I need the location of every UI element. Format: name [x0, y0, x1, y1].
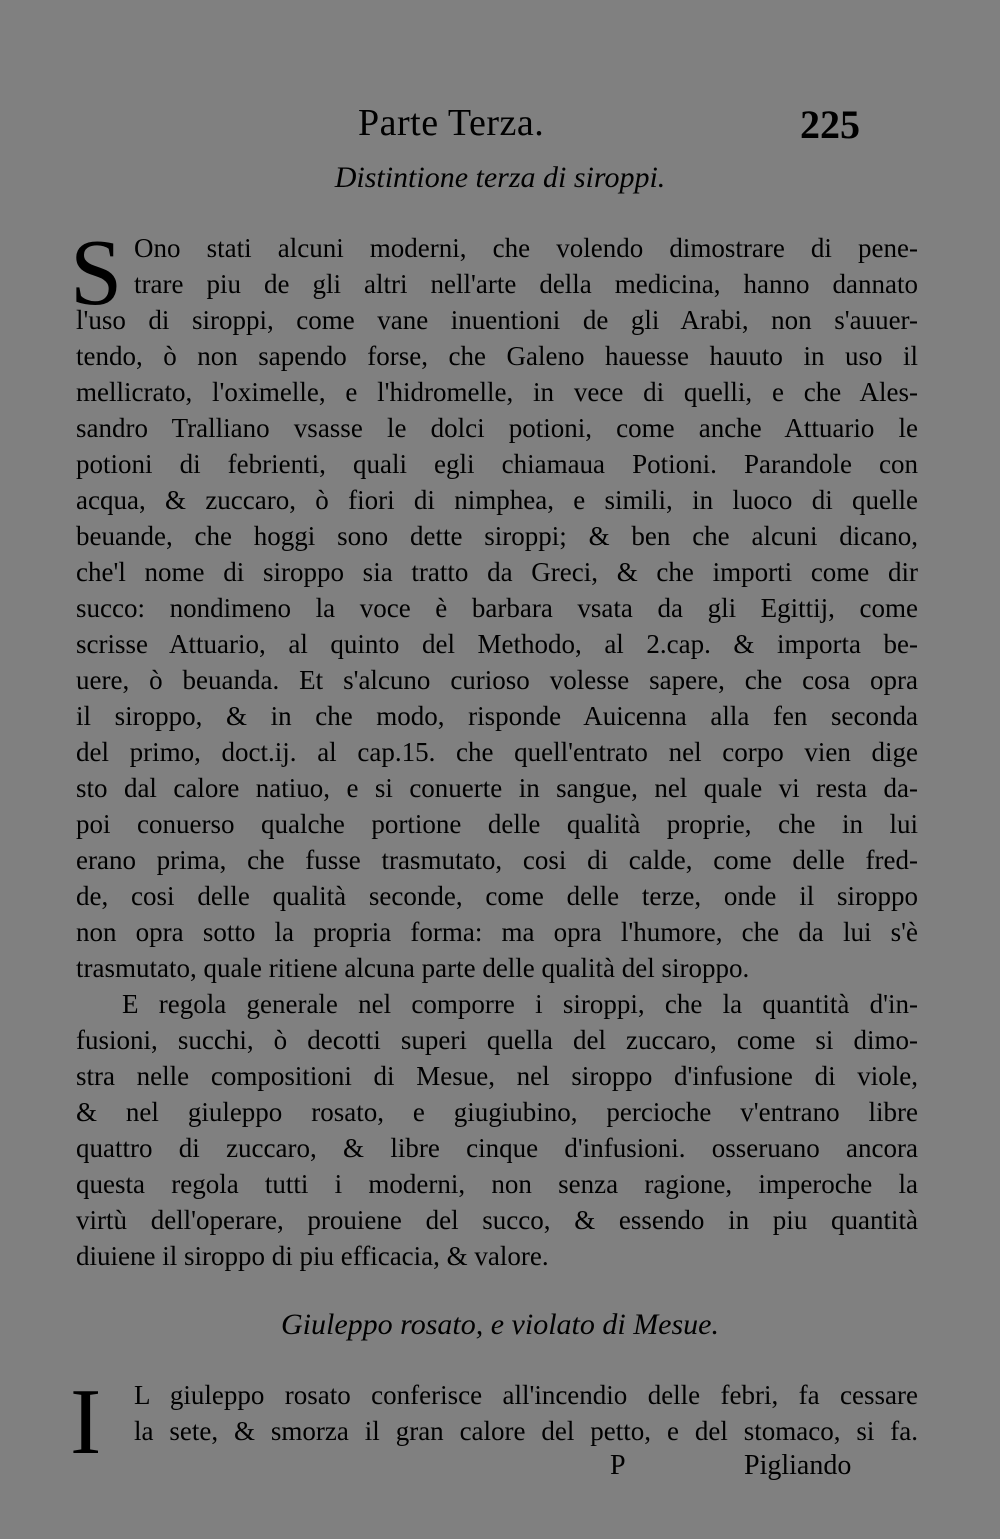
text-line: l'uso di siroppi, come vane inuentioni de gli Arabi, non s'auuer- [76, 305, 918, 335]
text-line: E regola generale nel comporre i siroppi, che la quantità d'in- [122, 989, 918, 1019]
text-line: erano prima, che fusse trasmutato, cosi di calde, come delle fred- [76, 845, 918, 875]
entry-heading [0, 1305, 1000, 1345]
text-line: beuande, che hoggi sono dette siroppi; & ben che alcuni dicano, [76, 521, 918, 551]
text-line: tendo, ò non sapendo forse, che Galeno hauesse hauuto in uso il [76, 341, 918, 371]
text-line: del primo, doct.ij. al cap.15. che quell'entrato nel corpo vien dige [76, 737, 918, 767]
text-line: L giuleppo rosato conferisce all'incendio delle febri, fa cessare [134, 1380, 918, 1410]
text-line: fusioni, succhi, ò decotti superi quella del zuccaro, come si dimo- [76, 1025, 918, 1055]
catchword: Pigliando [744, 1450, 852, 1481]
text-line: Ono stati alcuni moderni, che volendo dimostrare di pene- [134, 233, 918, 263]
page-number: 225 [800, 102, 860, 147]
text-line: uere, ò beuanda. Et s'alcuno curioso volesse sapere, che cosa opra [76, 665, 918, 695]
text-line: questa regola tutti i moderni, non senza ragione, imperoche la [76, 1169, 918, 1199]
section-heading-text: Distintione terza di siroppi. [334, 161, 666, 194]
text-line: sto dal calore natiuo, e si conuerte in sangue, nel quale vi resta da- [76, 773, 918, 803]
text-line: mellicrato, l'oximelle, e l'hidromelle, in vece di quelli, e che Ales- [76, 377, 918, 407]
entry-heading-text: Giuleppo rosato, e violato di Mesue. [281, 1308, 719, 1341]
text-line: non opra sotto la propria forma: ma opra l'humore, che da lui s'è [76, 917, 918, 947]
running-title: Parte Terza. [358, 102, 545, 144]
text-line: poi conuerso qualche portione delle qualità proprie, che in lui [76, 809, 918, 839]
text-line: trare piu de gli altri nell'arte della medicina, hanno dannato [134, 269, 918, 299]
text-line: la sete, & smorza il gran calore del petto, e del stomaco, si fa. [134, 1416, 918, 1446]
text-line: scrisse Attuario, al quinto del Methodo, al 2.cap. & importa be- [76, 629, 918, 659]
section-heading [0, 158, 1000, 198]
text-line: sandro Tralliano vsasse le dolci potioni, come anche Attuario le [76, 413, 918, 443]
text-line: stra nelle compositioni di Mesue, nel siroppo d'infusione di viole, [76, 1061, 918, 1091]
paragraph-3 [76, 1377, 918, 1449]
text-line: quattro di zuccaro, & libre cinque d'infusioni. osseruano ancora [76, 1133, 918, 1163]
running-head [0, 100, 1000, 150]
text-line: succo: nondimeno la voce è barbara vsata da gli Egittij, come [76, 593, 918, 623]
text-line: virtù dell'operare, prouiene del succo, & essendo in piu quantità [76, 1205, 918, 1235]
signature-mark: P [610, 1450, 626, 1481]
text-line: che'l nome di siroppo sia tratto da Greci, & che importi come dir [76, 557, 918, 587]
text-line: & nel giuleppo rosato, e giugiubino, percioche v'entrano libre [76, 1097, 918, 1127]
drop-capital-s: S [70, 221, 123, 325]
text-line: diuiene il siroppo di piu efficacia, & valore. [76, 1241, 549, 1271]
text-line: acqua, & zuccaro, ò fiori di nimphea, e simili, in luoco di quelle [76, 485, 918, 515]
text-line: trasmutato, quale ritiene alcuna parte delle qualità del siroppo. [76, 953, 750, 983]
text-line: potioni di febrienti, quali egli chiamaua Potioni. Parandole con [76, 449, 918, 479]
text-line: de, cosi delle qualità seconde, come delle terze, onde il siroppo [76, 881, 918, 911]
drop-capital-i: I [70, 1370, 102, 1474]
paragraph-2 [76, 986, 918, 1274]
text-line: il siroppo, & in che modo, risponde Auicenna alla fen seconda [76, 701, 918, 731]
paragraph-1 [76, 230, 918, 986]
